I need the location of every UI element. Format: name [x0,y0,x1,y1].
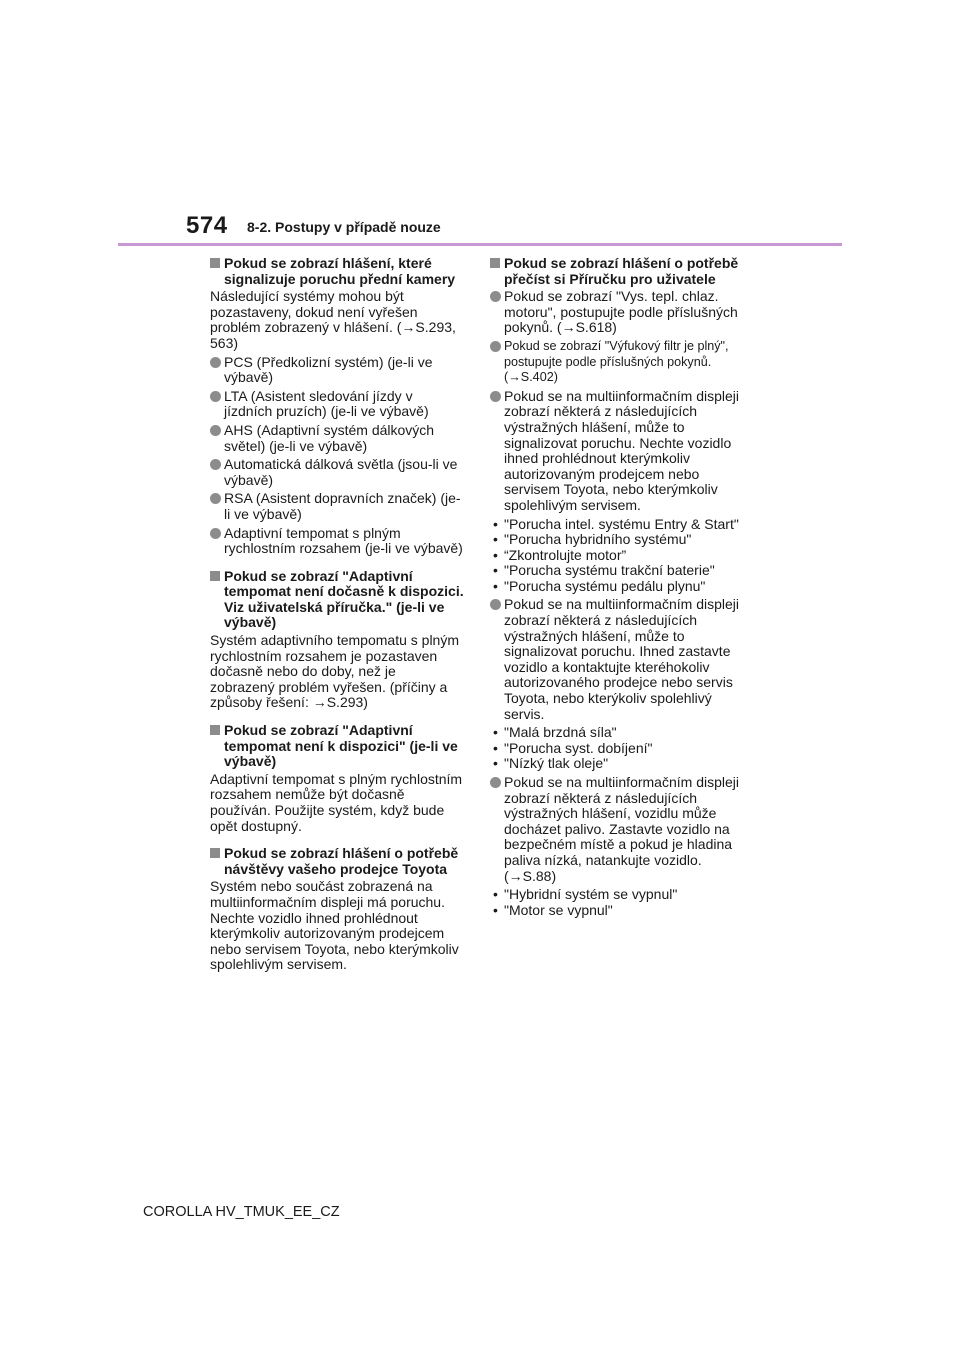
list-item-text: LTA (Asistent sledování jízdy v jízdních pruzích) (je-li ve výbavě) [224,387,429,420]
circle-bullet-icon [210,459,221,470]
section-heading [210,569,464,631]
list-item-text: Pokud se zobrazí "Výfukový filtr je plný", postupujte podle příslušných pokynů. (→S.402) [504,338,729,385]
list-item [210,355,464,386]
circle-bullet-icon [490,599,501,610]
square-bullet-icon [210,571,220,581]
circle-bullet-icon [490,777,501,788]
footer-model-code: COROLLA HV_TMUK_EE_CZ [143,1204,340,1220]
list-item-text: AHS (Adaptivní systém dálkových světel) (je-li ve výbavě) [224,421,435,454]
page-number: 574 [186,212,228,239]
list-item [490,597,744,722]
section-heading [210,846,464,877]
circle-bullet-icon [210,493,221,504]
list-item-text: Automatická dálková světla (jsou-li ve výbavě) [224,456,458,488]
section-heading [490,256,744,287]
list-item [490,775,744,884]
message-item: • "Porucha systému trakční baterie" [493,562,715,579]
circle-bullet-icon [210,425,221,436]
heading-text: Pokud se zobrazí hlášení o potřebě přečíst si Příručku pro uživatele [504,255,739,287]
message-item: • "Malá brzdná síla" [493,724,617,741]
message-list [490,887,744,918]
square-bullet-icon [210,725,220,735]
circle-bullet-icon [210,528,221,539]
list-item-text: Pokud se na multiinformačním displeji zobrazí některá z následujících výstražných hlášení, může to signalizovat poruchu. Ihned zastavte vozidlo a kontaktujte kteréhokoliv autorizovaného prodejce nebo servis Toyota, nebo kterýkoliv spolehlivý servis. [504,596,739,722]
message-item: • "Motor se vypnul" [493,901,613,918]
list-item-text: Adaptivní tempomat s plným rychlostním rozsahem (je-li ve výbavě) [224,524,463,557]
heading-text: Pokud se zobrazí "Adaptivní tempomat není dočasně k dispozici. Viz uživatelská příručka." (je-li ve výbavě) [224,567,464,631]
message-item: • "Porucha syst. dobíjení" [493,739,653,756]
list-item [490,339,744,386]
list-item-text: Pokud se na multiinformačním displeji zobrazí některá z následujících výstražných hlášení, vozidlu může docházet palivo. Zastavte vozidlo na bezpečném místě a pokud je hladina paliva nízká, natankujte vozidlo. (→S.88) [504,774,739,884]
message-item: • "Porucha hybridního systému" [493,531,692,548]
list-item-text: Pokud se na multiinformačním displeji zobrazí některá z následujících výstražných hlášení, může to signalizovat poruchu. Nechte vozidlo ihned prohlédnout kterýmkoliv autorizovaným prodejcem nebo servisem Toyota, nebo kterýmkoliv spolehlivým servisem. [504,387,739,513]
heading-text: Pokud se zobrazí hlášení, které signalizuje poruchu přední kamery [224,255,456,287]
section-title: 8-2. Postupy v případě nouze [247,219,441,235]
paragraph: Systém nebo součást zobrazená na multiinformačním displeji má poruchu. Nechte vozidlo ihned prohlédnout kterýmkoliv autorizovaným prodejcem nebo servisem Toyota, nebo kterýmkoliv spolehlivým servisem. [210,878,459,973]
circle-bullet-icon [210,357,221,368]
list-item [490,389,744,514]
list-item [490,289,744,336]
square-bullet-icon [210,258,220,268]
circle-bullet-icon [490,341,501,352]
list-item [210,491,464,522]
message-item: • "Porucha systému pedálu plynu" [493,577,706,594]
heading-text: Pokud se zobrazí "Adaptivní tempomat není k dispozici" (je-li ve výbavě) [224,722,458,770]
section-heading [210,256,464,287]
paragraph: Následující systémy mohou být pozastaveny, dokud není vyřešen problém zobrazený v hlášení. (→S.293, 563) [210,288,456,351]
list-item [210,389,464,420]
message-list [490,517,744,595]
message-item: • “Zkontrolujte motor” [493,546,627,563]
right-column [490,256,744,921]
list-item-text: Pokud se zobrazí "Vys. tepl. chlaz. motoru", postupujte podle příslušných pokynů. (→S.618) [504,288,738,336]
message-item: • "Nízký tlak oleje" [493,755,609,772]
list-item-text: RSA (Asistent dopravních značek) (je-li ve výbavě) [224,490,461,522]
message-item: • "Porucha intel. systému Entry & Start" [493,515,739,532]
square-bullet-icon [490,258,500,268]
message-item: • "Hybridní systém se vypnul" [493,886,678,903]
heading-text: Pokud se zobrazí hlášení o potřebě návštěvy vašeho prodejce Toyota [224,845,459,877]
message-list [490,725,744,772]
header-divider [118,243,842,246]
list-item [210,526,464,557]
circle-bullet-icon [210,391,221,402]
left-column [210,256,464,976]
square-bullet-icon [210,848,220,858]
paragraph: Adaptivní tempomat s plným rychlostním rozsahem nemůže být dočasně používán. Použijte systém, když bude opět dostupný. [210,770,463,834]
list-item-text: PCS (Předkolizní systém) (je-li ve výbavě) [224,353,433,386]
circle-bullet-icon [490,391,501,402]
list-item [210,457,464,488]
paragraph: Systém adaptivního tempomatu s plným rychlostním rozsahem je pozastaven dočasně nebo do doby, než je zobrazený problém vyřešen. (příčiny a způsoby řešení: →S.293) [210,632,460,711]
list-item [210,423,464,454]
circle-bullet-icon [490,291,501,302]
section-heading [210,723,464,770]
